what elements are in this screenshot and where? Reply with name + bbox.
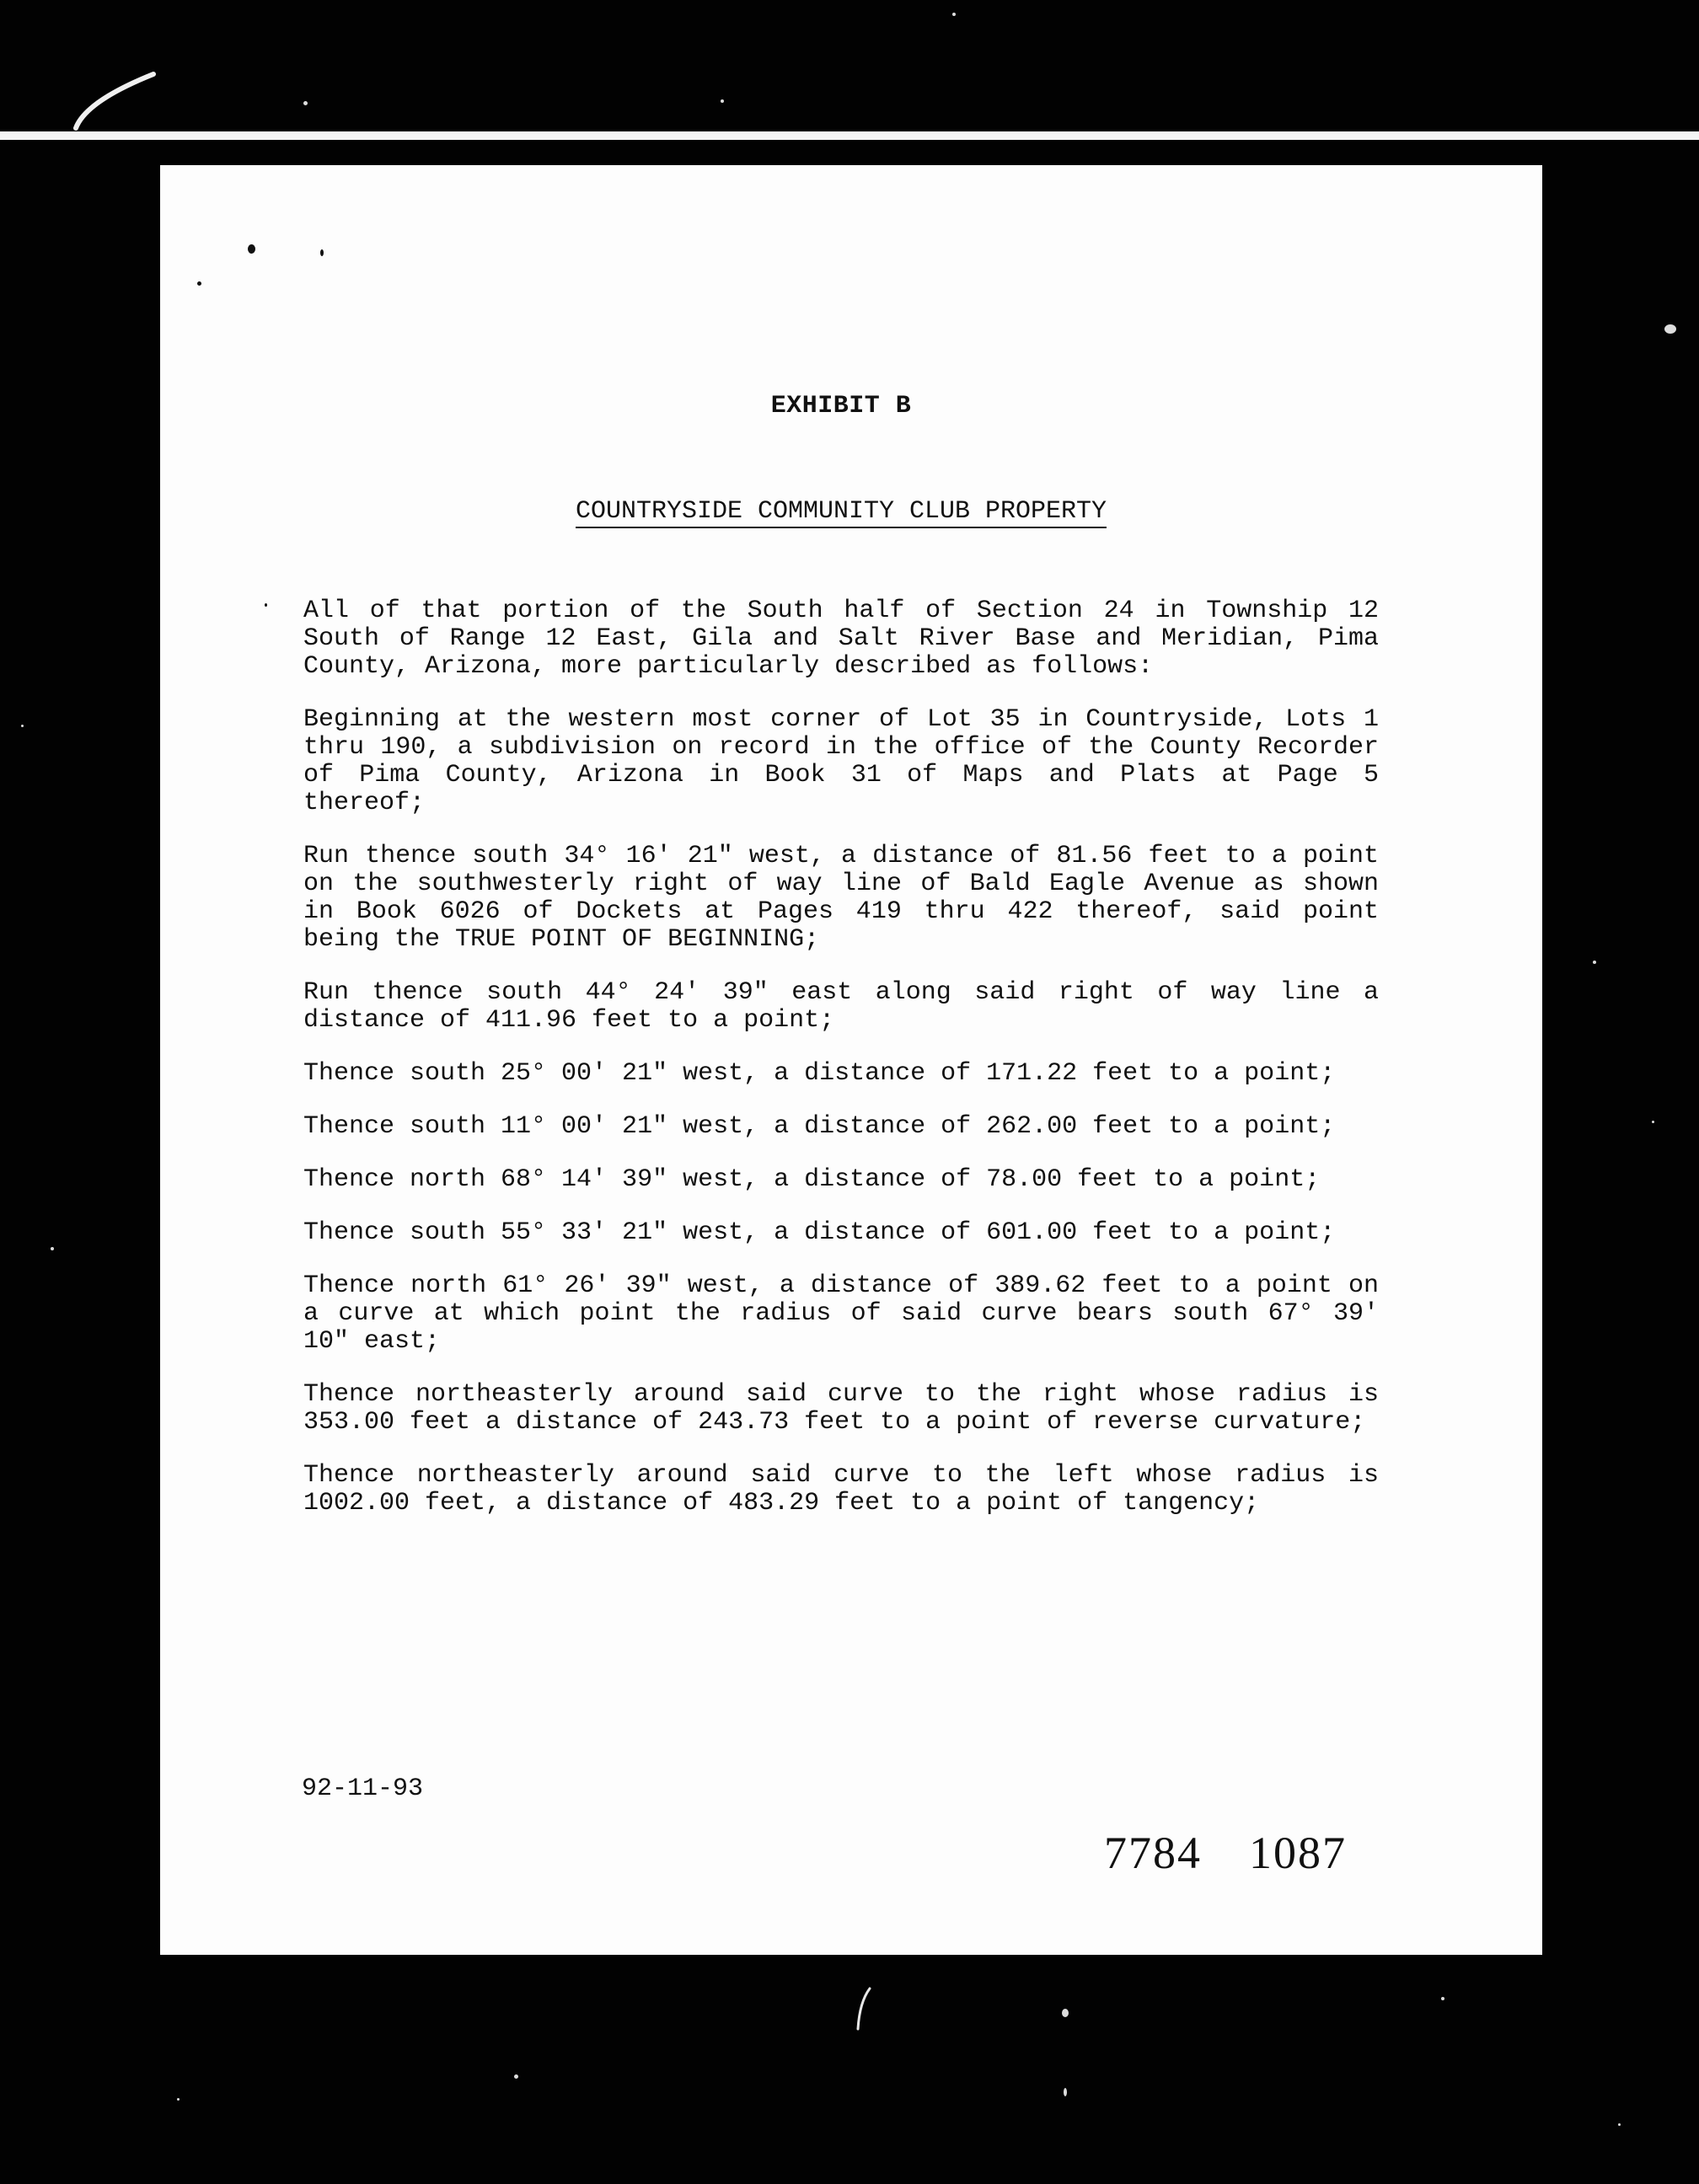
scan-speck <box>1064 2088 1067 2096</box>
scan-speck <box>177 2098 180 2101</box>
description-paragraph: Thence north 68° 14' 39" west, a distance of 78.00 feet to a point; <box>303 1165 1321 1194</box>
scan-speck <box>303 101 308 105</box>
top-edge-rule <box>0 131 1699 140</box>
property-subheading-text: COUNTRYSIDE COMMUNITY CLUB PROPERTY <box>576 497 1107 528</box>
book-number: 7784 <box>1104 1828 1202 1878</box>
paper-speck <box>197 281 201 286</box>
scan-speck <box>952 13 956 16</box>
scan-speck <box>21 725 24 727</box>
scan-speck <box>1062 2009 1069 2017</box>
scan-speck <box>514 2074 518 2079</box>
paper-speck <box>248 244 255 254</box>
page-number: 1087 <box>1249 1828 1347 1878</box>
document-sheet <box>160 165 1542 1955</box>
description-paragraph: Run thence south 44° 24' 39" east along said right of way line a distance of 411.96 feet to a point; <box>303 978 1379 1035</box>
description-paragraph: Thence north 61° 26' 39" west, a distance of 389.62 feet to a point on a curve at which point the radius of said curve bears south 67° 39' 10" east; <box>303 1271 1379 1356</box>
description-paragraph: Thence south 11° 00' 21" west, a distance of 262.00 feet to a point; <box>303 1112 1336 1141</box>
exhibit-heading: EXHIBIT B <box>770 392 912 420</box>
paper-speck <box>265 603 267 607</box>
scan-speck <box>1441 1997 1444 2000</box>
recording-reference <box>1104 1827 1394 1879</box>
scan-speck <box>51 1247 54 1250</box>
description-paragraph: Thence northeasterly around said curve to the right whose radius is 353.00 feet a distance of 243.73 feet to a point of reverse curvature; <box>303 1380 1379 1437</box>
document-code: 92-11-93 <box>302 1774 424 1803</box>
description-paragraph: Thence south 55° 33' 21" west, a distance of 601.00 feet to a point; <box>303 1218 1336 1247</box>
description-paragraph: Thence south 25° 00' 21" west, a distance of 171.22 feet to a point; <box>303 1059 1336 1088</box>
bottom-pen-mark <box>851 1985 876 2036</box>
scan-speck <box>721 99 724 103</box>
paper-speck <box>320 249 324 256</box>
description-paragraph: Thence northeasterly around said curve to the left whose radius is 1002.00 feet, a distance of 483.29 feet to a point of tangency; <box>303 1461 1379 1518</box>
scan-speck <box>1593 961 1596 964</box>
pen-stroke-mark <box>69 67 162 135</box>
scan-speck <box>1652 1121 1654 1123</box>
description-paragraph: Beginning at the western most corner of Lot 35 in Countryside, Lots 1 thru 190, a subdivision on record in the office of the County Recorder of Pima County, Arizona in Book 31 of Maps and Plats at Page 5 thereof; <box>303 705 1379 817</box>
description-paragraph: Run thence south 34° 16' 21" west, a distance of 81.56 feet to a point on the southwesterly right of way line of Bald Eagle Avenue as shown in Book 6026 of Dockets at Pages 419 thru 422 thereof, said point being the TRUE POINT OF BEGINNING; <box>303 842 1379 954</box>
document-body <box>303 393 1379 1543</box>
scan-speck <box>1618 2123 1621 2126</box>
scan-speck <box>1664 324 1676 334</box>
property-subheading <box>303 498 1379 526</box>
description-paragraph: All of that portion of the South half of Section 24 in Township 12 South of Range 12 East, Gila and Salt River Base and Meridian, Pima County, Arizona, more particularly described as follows: <box>303 597 1379 681</box>
